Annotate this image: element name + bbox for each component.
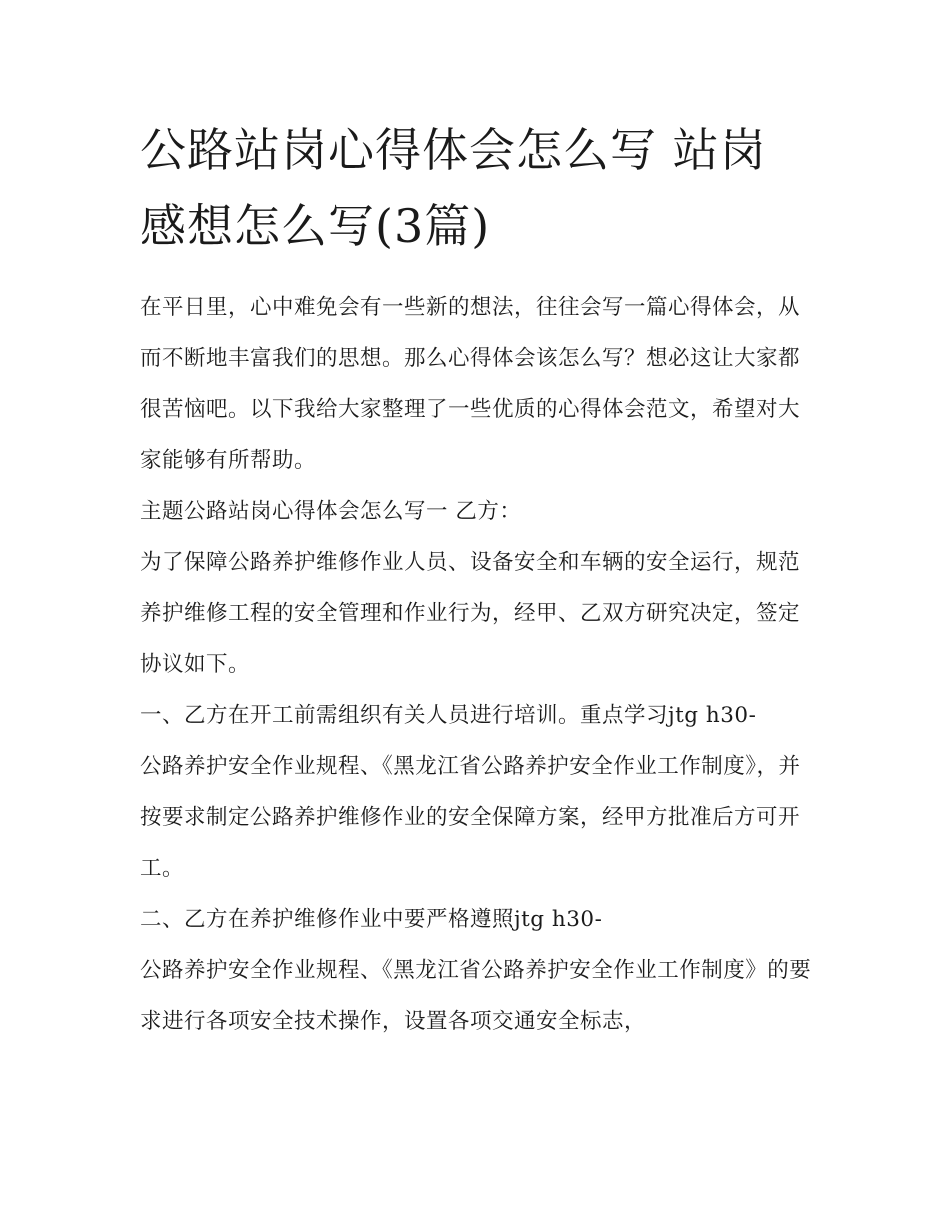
- paragraph-purpose: 为了保障公路养护维修作业人员、设备安全和车辆的安全运行，规范养护维修工程的安全管理和作业行为，经甲、乙双方研究决定，签定协议如下。: [140, 550, 801, 677]
- document-title: 公路站岗心得体会怎么写 站岗感想怎么写(3篇): [140, 123, 767, 253]
- document-page: [140, 112, 812, 1047]
- paragraph-clause-1-body: 公路养护安全作业规程、《黑龙江省公路养护安全作业工作制度》，并按要求制定公路养护维修作业的安全保障方案，经甲方批准后方可开工。: [140, 754, 801, 881]
- paragraph-intro: 在平日里，心中难免会有一些新的想法，往往会写一篇心得体会，从而不断地丰富我们的思想。那么心得体会该怎么写？想必这让大家都很苦恼吧。以下我给大家整理了一些优质的心得体会范文，希望对大家能够有所帮助。: [140, 295, 801, 473]
- paragraph-topic-heading: 主题公路站岗心得体会怎么写一 乙方：: [140, 499, 522, 524]
- paragraph-clause-2-start: 二、乙方在养护维修作业中要严格遵照jtg h30-: [140, 907, 603, 932]
- paragraph-clause-1-start: 一、乙方在开工前需组织有关人员进行培训。重点学习jtg h30-: [140, 703, 757, 728]
- paragraph-clause-2-body: 公路养护安全作业规程、《黑龙江省公路养护安全作业工作制度》的要求进行各项安全技术操作，设置各项交通安全标志，: [140, 958, 812, 1034]
